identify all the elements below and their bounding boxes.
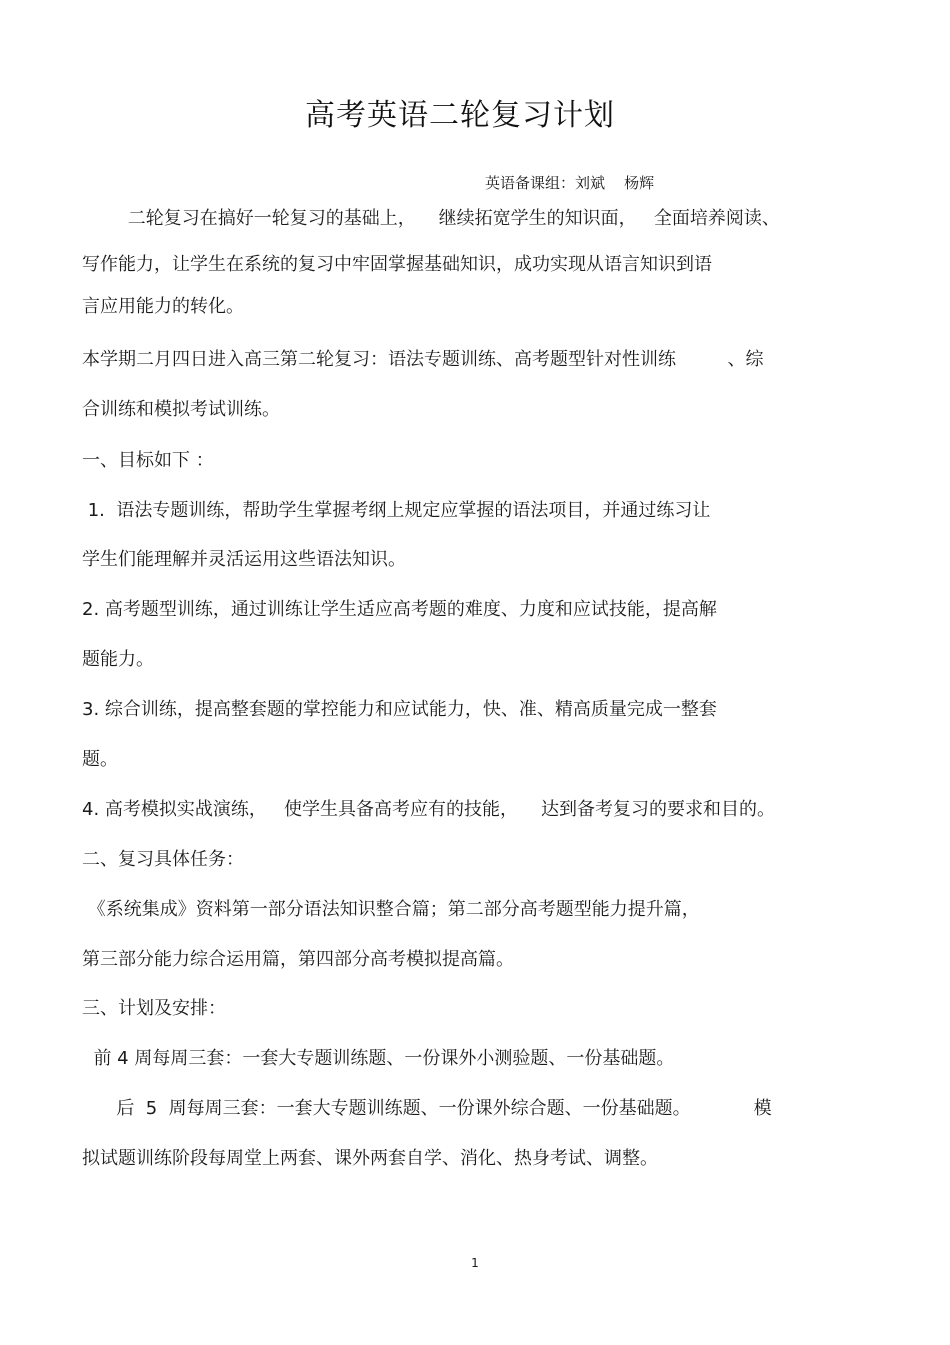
section2-line-1: 《系统集成》资料第一部分语法知识整合篇；第二部分高考题型能力提升篇， — [82, 899, 700, 920]
section1-line-6: 题。 — [82, 749, 118, 770]
section3-heading: 三、计划及安排： — [82, 998, 226, 1019]
schedule-line-1: 本学期二月四日进入高三第二轮复习：语法专题训练、高考题型针对性训练 、综 — [82, 349, 764, 370]
intro-line-2: 写作能力，让学生在系统的复习中牢固掌握基础知识，成功实现从语言知识到语 — [82, 254, 712, 275]
section3-line-1: 前 4 周每周三套：一套大专题训练题、一份课外小测验题、一份基础题。 — [82, 1048, 675, 1069]
section1-line-1: 1. 语法专题训练，帮助学生掌握考纲上规定应掌握的语法项目，并通过练习让 — [82, 500, 711, 521]
section1-line-3: 2. 高考题型训练，通过训练让学生适应高考题的难度、力度和应试技能，提高解 — [82, 599, 717, 620]
section1-line-4: 题能力。 — [82, 649, 154, 670]
intro-line-3: 言应用能力的转化。 — [82, 296, 244, 317]
section2-line-2: 第三部分能力综合运用篇，第四部分高考模拟提高篇。 — [82, 949, 514, 970]
intro-line-1: 二轮复习在搞好一轮复习的基础上， 继续拓宽学生的知识面， 全面培养阅读、 — [82, 208, 780, 229]
schedule-line-2: 合训练和模拟考试训练。 — [82, 399, 280, 420]
document-title: 高考英语二轮复习计划 — [305, 98, 615, 133]
section3-line-2: 后 5 周每周三套：一套大专题训练题、一份课外综合题、一份基础题。 模 — [82, 1098, 772, 1119]
section1-line-7: 4. 高考模拟实战演练， 使学生具备高考应有的技能， 达到备考复习的要求和目的。 — [82, 799, 775, 820]
section2-heading: 二、复习具体任务： — [82, 849, 244, 870]
section1-line-5: 3. 综合训练，提高整套题的掌控能力和应试能力，快、准、精高质量完成一整套 — [82, 699, 717, 720]
section1-heading: 一、目标如下 ： — [82, 450, 214, 471]
section3-line-3: 拟试题训练阶段每周堂上两套、课外两套自学、消化、热身考试、调整。 — [82, 1148, 658, 1169]
section1-line-2: 学生们能理解并灵活运用这些语法知识。 — [82, 549, 406, 570]
page-number: 1 — [471, 1256, 479, 1270]
author-line: 英语备课组：刘斌 杨辉 — [485, 174, 655, 192]
